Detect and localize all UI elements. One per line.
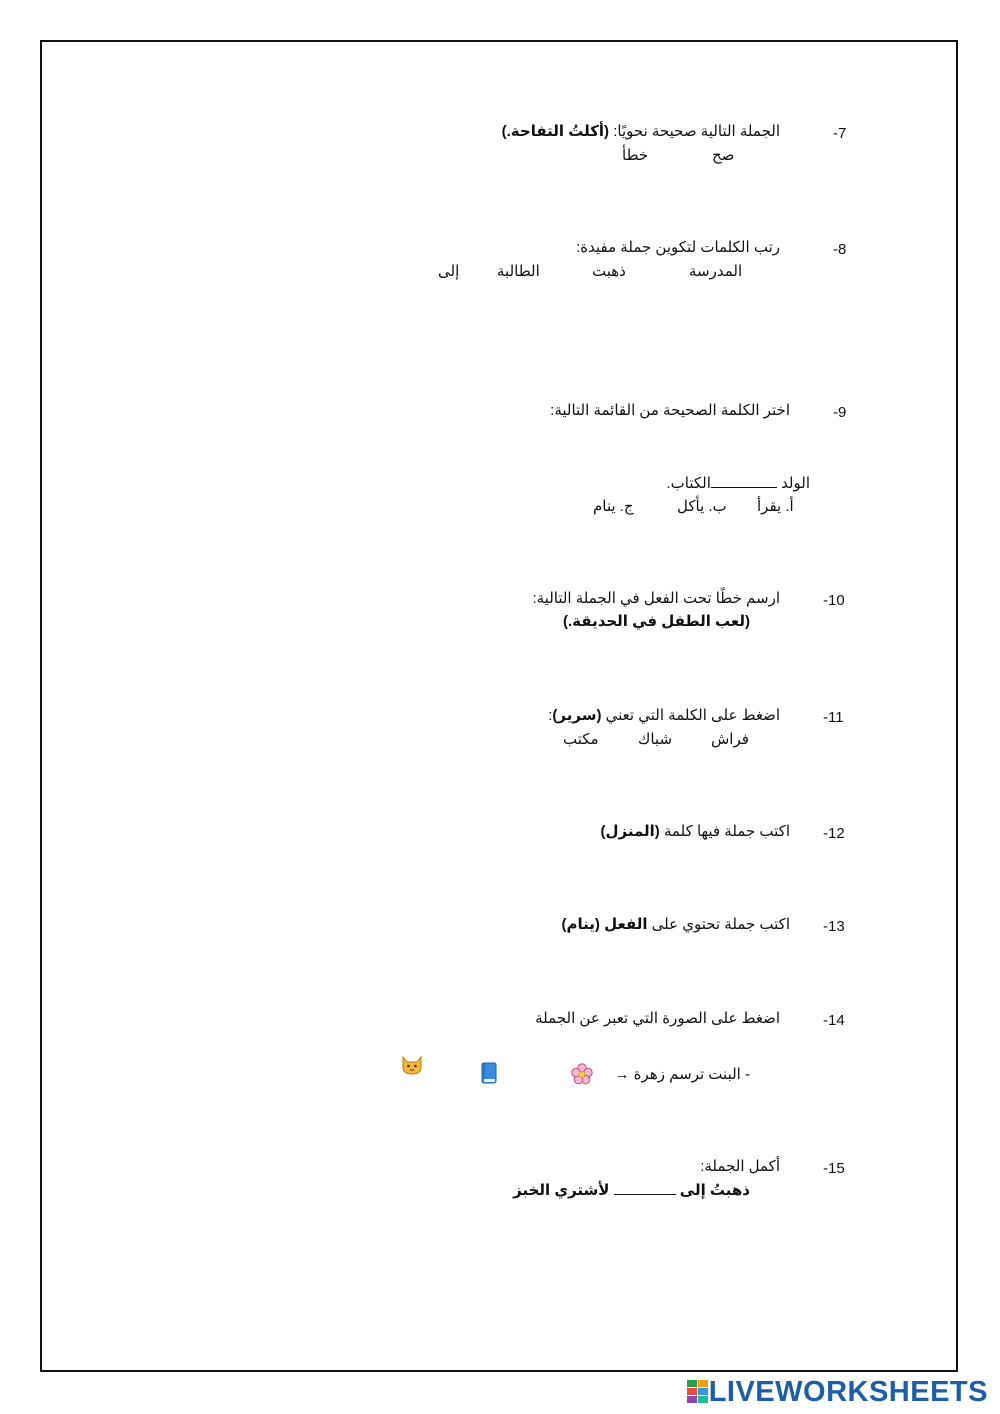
q7-option-true[interactable]: صح: [712, 147, 735, 164]
q8-word-1[interactable]: المدرسة: [689, 263, 743, 280]
q9-option-a[interactable]: أ. يقرأ: [757, 498, 794, 515]
q11-prompt-text: اضغط على الكلمة التي تعني: [601, 707, 780, 724]
q11-number: -11: [823, 709, 844, 726]
q11-keyword: (سرير): [552, 707, 602, 724]
liveworksheets-brand: LIVEWORKSHEETS: [708, 1375, 988, 1408]
q9-sentence: [666, 473, 810, 494]
q15-part2: لأشتري الخبز: [513, 1182, 610, 1199]
q12-prompt-text: اكتب جملة فيها كلمة: [659, 823, 790, 840]
q10-prompt: ارسم خطًا تحت الفعل في الجملة التالية:: [532, 590, 780, 607]
book-icon[interactable]: [481, 1062, 497, 1089]
q9-blank[interactable]: [711, 473, 777, 488]
q12-prompt: [601, 822, 791, 842]
q15-number: -15: [823, 1160, 845, 1177]
q11-option-3[interactable]: مكتب: [563, 731, 599, 748]
flower-icon[interactable]: [571, 1063, 593, 1090]
q8-word-2[interactable]: ذهبت: [592, 263, 626, 280]
q13-number: -13: [823, 918, 845, 935]
q8-word-4[interactable]: إلى: [438, 263, 460, 280]
q10-sentence: [563, 612, 750, 632]
q7-option-false[interactable]: خطأ: [622, 147, 649, 164]
q11-prompt: [548, 706, 780, 726]
q15-sentence: [513, 1181, 750, 1201]
q9-option-c[interactable]: ج. ينام: [593, 498, 634, 515]
q7-prompt: [502, 122, 780, 142]
q8-word-3[interactable]: الطالبة: [497, 263, 540, 280]
q9-sentence-end: الكتاب.: [666, 475, 711, 492]
q14-number: -14: [823, 1012, 845, 1029]
q9-number: -9: [833, 404, 847, 421]
worksheet-frame: [40, 40, 958, 1372]
q11-option-2[interactable]: شباك: [638, 731, 673, 748]
q9-option-b[interactable]: ب. يأكل: [677, 498, 727, 515]
q12-number: -12: [823, 825, 845, 842]
q15-prompt: أكمل الجملة:: [700, 1158, 780, 1175]
q8-prompt: رتب الكلمات لتكوين جملة مفيدة:: [576, 239, 780, 256]
q10-number: -10: [823, 592, 845, 609]
q7-prompt-text: الجملة التالية صحيحة نحويًا:: [609, 123, 780, 140]
q10-sentence-text[interactable]: (لعب الطفل في الحديقة.): [563, 613, 750, 630]
q8-number: -8: [833, 241, 847, 258]
q15-blank[interactable]: [614, 1182, 676, 1195]
q11-option-1[interactable]: فراش: [711, 731, 749, 748]
q14-prompt: اضغط على الصورة التي تعبر عن الجملة: [535, 1010, 780, 1027]
q7-number: -7: [833, 125, 847, 142]
q9-sentence-start: الولد: [781, 475, 810, 492]
q14-sentence: - البنت ترسم زهرة →: [614, 1066, 750, 1083]
q9-prompt: اختر الكلمة الصحيحة من القائمة التالية:: [550, 402, 790, 419]
q13-prompt-text: اكتب جملة تحتوي على: [647, 916, 790, 933]
q15-part1: ذهبتُ إلى: [679, 1182, 750, 1199]
q12-keyword: (المنزل): [600, 823, 660, 840]
q13-prompt: [562, 915, 790, 935]
q13-keyword: الفعل (ينام): [561, 916, 648, 933]
liveworksheets-logo[interactable]: [687, 1372, 988, 1412]
cat-icon[interactable]: [400, 1053, 424, 1080]
q11-colon: :: [548, 707, 553, 724]
liveworksheets-logo-icon: [687, 1379, 709, 1405]
q7-sentence: (أكلتُ التفاحة.): [501, 123, 610, 140]
